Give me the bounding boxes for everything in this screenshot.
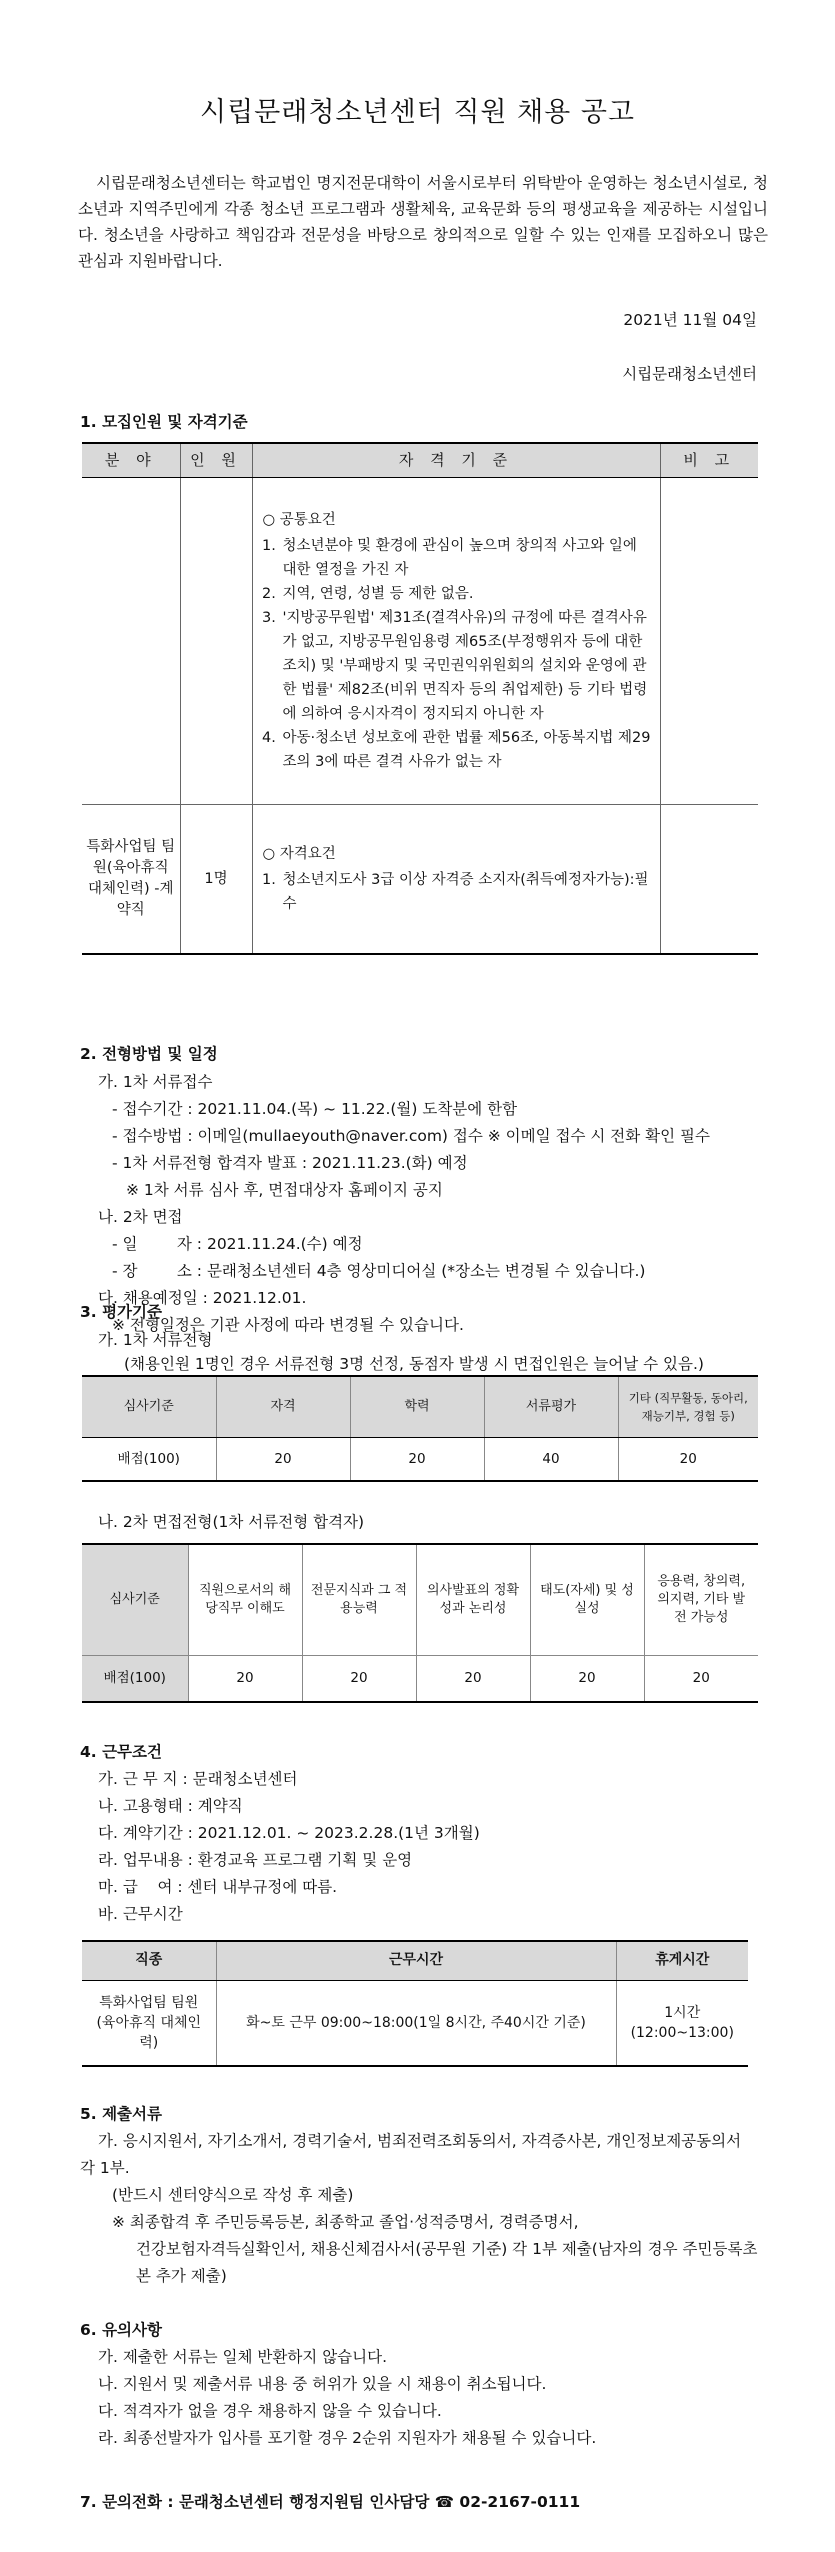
section-1-heading: 1. 모집인원 및 자격기준 <box>80 413 248 431</box>
s4-line: 다. 계약기간 : 2021.12.01. ~ 2023.2.28.(1년 3개월) <box>98 1824 480 1842</box>
s3-sub-1: 가. 1차 서류전형 <box>98 1331 213 1349</box>
s4-line: 마. 급 여 : 센터 내부규정에 따름. <box>98 1878 338 1896</box>
s2-line: 다. 채용예정일 : 2021.12.01. <box>98 1289 307 1307</box>
t2-cell: 20 <box>216 1438 350 1482</box>
common-requirements-heading: ○ 공통요건 <box>262 512 336 528</box>
s3-note-1: (채용인원 1명인 경우 서류전형 3명 선정, 동점자 발생 시 면접인원은 늘어날 수 있음.) <box>124 1355 704 1373</box>
t2-cell: 20 <box>618 1438 758 1482</box>
t3-cell: 배점(100) <box>82 1656 188 1703</box>
intro-paragraph: 시립문래청소년센터는 학교법인 명지전문대학이 서울시로부터 위탁받아 운영하는 청소년시설로, 청소년과 지역주민에게 각종 청소년 프로그램과 생활체육, 교육문화 등의 평생교육을 제공하는 시설입니다. 청소년을 사랑하고 책임감과 전문성을 바탕으로 창의적으로 일할 수 있는 인재를 모집하오니 많은 관심과 지원바랍니다. <box>78 174 768 270</box>
s6-line: 라. 최종선발자가 입사를 포기할 경우 2순위 지원자가 채용될 수 있습니다. <box>98 2429 597 2447</box>
section-5-heading: 5. 제출서류 <box>80 2105 162 2123</box>
t4-header: 근무시간 <box>216 1941 616 1981</box>
t3-cell: 20 <box>644 1656 758 1703</box>
s3-sub-2: 나. 2차 면접전형(1차 서류전형 합격자) <box>98 1513 365 1531</box>
interview-screening-table <box>82 1543 758 1703</box>
col-criteria: 자 격 기 준 <box>252 443 660 478</box>
field-cell-empty <box>82 478 180 805</box>
t4-header: 직종 <box>82 1941 216 1981</box>
s5-line: 가. 응시지원서, 자기소개서, 경력기술서, 범죄전력조회동의서, 자격증사본, 개인정보제공동의서 <box>98 2132 742 2150</box>
t3-cell: 20 <box>302 1656 416 1703</box>
t2-header: 서류평가 <box>484 1376 618 1438</box>
notice-date: 2021년 11월 04일 <box>623 311 757 329</box>
col-count: 인 원 <box>180 443 252 478</box>
s4-line: 가. 근 무 지 : 문래청소년센터 <box>98 1770 298 1788</box>
s2-line: - 1차 서류전형 합격자 발표 : 2021.11.23.(화) 예정 <box>112 1154 468 1172</box>
qualification-heading: ○ 자격요건 <box>262 846 336 862</box>
remarks-cell-empty <box>660 478 758 805</box>
s5-line: (반드시 센터양식으로 작성 후 제출) <box>112 2186 354 2204</box>
s5-line: ※ 최종합격 후 주민등록등본, 최종학교 졸업·성적증명서, 경력증명서, <box>112 2213 579 2231</box>
t3-header: 의사발표의 정확성과 논리성 <box>416 1544 530 1656</box>
common-req-item: 1. 청소년분야 및 환경에 관심이 높으며 창의적 사고와 일에 대한 열정을 가진 자 <box>281 534 652 582</box>
s4-line: 바. 근무시간 <box>98 1905 183 1923</box>
remarks-cell <box>660 805 758 955</box>
t3-header: 전문지식과 그 적용능력 <box>302 1544 416 1656</box>
qualification-item: 1. 청소년지도사 3급 이상 자격증 소지자(취득예정자가능):필수 <box>281 868 652 916</box>
count-cell-empty <box>180 478 252 805</box>
notice-organization: 시립문래청소년센터 <box>622 365 757 383</box>
recruit-count: 1명 <box>180 805 252 955</box>
qualification-requirements <box>252 805 660 955</box>
s2-line: 나. 2차 면접 <box>98 1208 183 1226</box>
s2-line: 가. 1차 서류접수 <box>98 1073 213 1091</box>
s2-line: ※ 전형일정은 기관 사정에 따라 변경될 수 있습니다. <box>112 1316 464 1334</box>
s4-line: 나. 고용형태 : 계약직 <box>98 1797 243 1815</box>
section-3-heading: 3. 평가기준 <box>80 1303 162 1321</box>
t3-cell: 20 <box>530 1656 644 1703</box>
t4-cell: 화~토 근무 09:00~18:00(1일 8시간, 주40시간 기준) <box>216 1981 616 2067</box>
page-title: 시립문래청소년센터 직원 채용 공고 <box>200 97 635 128</box>
common-req-item: 3. '지방공무원법' 제31조(결격사유)의 규정에 따른 결격사유가 없고, 지방공무원임용령 제65조(부정행위자 등에 대한 조치) 및 '부패방지 및 국민권익위원회의 설치와 운영에 관한 법률' 제82조(비위 면직자 등의 취업제한) 등 기타 법령에 의하여 응시자격이 정지되지 아니한 자 <box>281 606 652 726</box>
t3-header: 심사기준 <box>82 1544 188 1656</box>
s2-line: - 장 소 : 문래청소년센터 4층 영상미디어실 (*장소는 변경될 수 있습니다.) <box>112 1262 646 1280</box>
s2-line: - 접수기간 : 2021.11.04.(목) ~ 11.22.(월) 도착분에 한함 <box>112 1100 518 1118</box>
t4-cell: 1시간 (12:00~13:00) <box>616 1981 748 2067</box>
t2-cell: 배점(100) <box>117 1450 180 1467</box>
section-6-heading: 6. 유의사항 <box>80 2321 162 2339</box>
t3-cell: 20 <box>416 1656 530 1703</box>
s5-line: 건강보험자격득실확인서, 채용신체검사서(공무원 기준) 각 1부 제출(남자의 경우 주민등록초 <box>136 2240 758 2258</box>
field-name: 특화사업팀 팀원(육아휴직대체인력) -계약직 <box>86 839 176 918</box>
t2-header: 자격 <box>216 1376 350 1438</box>
t2-header: 심사기준 <box>82 1376 216 1438</box>
common-requirements <box>252 478 660 805</box>
s2-line: ※ 1차 서류 심사 후, 면접대상자 홈페이지 공지 <box>126 1181 443 1199</box>
col-remarks: 비 고 <box>660 443 758 478</box>
t2-cell: 40 <box>484 1438 618 1482</box>
t3-header: 직원으로서의 해당직무 이해도 <box>188 1544 302 1656</box>
t2-header: 학력 <box>350 1376 484 1438</box>
section-2-heading: 2. 전형방법 및 일정 <box>80 1045 218 1063</box>
s2-line: - 접수방법 : 이메일(mullaeyouth@naver.com) 접수 ※ 이메일 접수 시 전화 확인 필수 <box>112 1127 710 1145</box>
s4-line: 라. 업무내용 : 환경교육 프로그램 기획 및 운영 <box>98 1851 413 1869</box>
col-field: 분 야 <box>82 443 180 478</box>
work-hours-table <box>82 1940 748 2067</box>
qualification-table <box>82 442 758 955</box>
t4-cell: 특화사업팀 팀원 (육아휴직 대체인력) <box>96 1995 202 2051</box>
s6-line: 가. 제출한 서류는 일체 반환하지 않습니다. <box>98 2348 388 2366</box>
t4-header: 휴게시간 <box>616 1941 748 1981</box>
common-req-item: 4. 아동·청소년 성보호에 관한 법률 제56조, 아동복지법 제29조의 3에 따른 결격 사유가 없는 자 <box>281 726 652 774</box>
s2-line: - 일 자 : 2021.11.24.(수) 예정 <box>112 1235 363 1253</box>
t3-header: 응용력, 창의력, 의지력, 기타 발전 가능성 <box>644 1544 758 1656</box>
section-7-contact: 7. 문의전화 : 문래청소년센터 행정지원팀 인사담당 ☎ 02-2167-0111 <box>80 2493 581 2511</box>
t3-cell: 20 <box>188 1656 302 1703</box>
s6-line: 나. 지원서 및 제출서류 내용 중 허위가 있을 시 채용이 취소됩니다. <box>98 2375 547 2393</box>
section-4-heading: 4. 근무조건 <box>80 1743 162 1761</box>
common-req-item: 2. 지역, 연령, 성별 등 제한 없음. <box>281 582 652 606</box>
s6-line: 다. 적격자가 없을 경우 채용하지 않을 수 있습니다. <box>98 2402 442 2420</box>
t2-cell: 20 <box>350 1438 484 1482</box>
s5-line: 본 추가 제출) <box>136 2267 227 2285</box>
document-screening-table <box>82 1375 758 1482</box>
t3-header: 태도(자세) 및 성실성 <box>530 1544 644 1656</box>
s5-line: 각 1부. <box>80 2159 130 2177</box>
t2-header: 기타 (직무활동, 동아리, 재능기부, 경험 등) <box>618 1376 758 1438</box>
